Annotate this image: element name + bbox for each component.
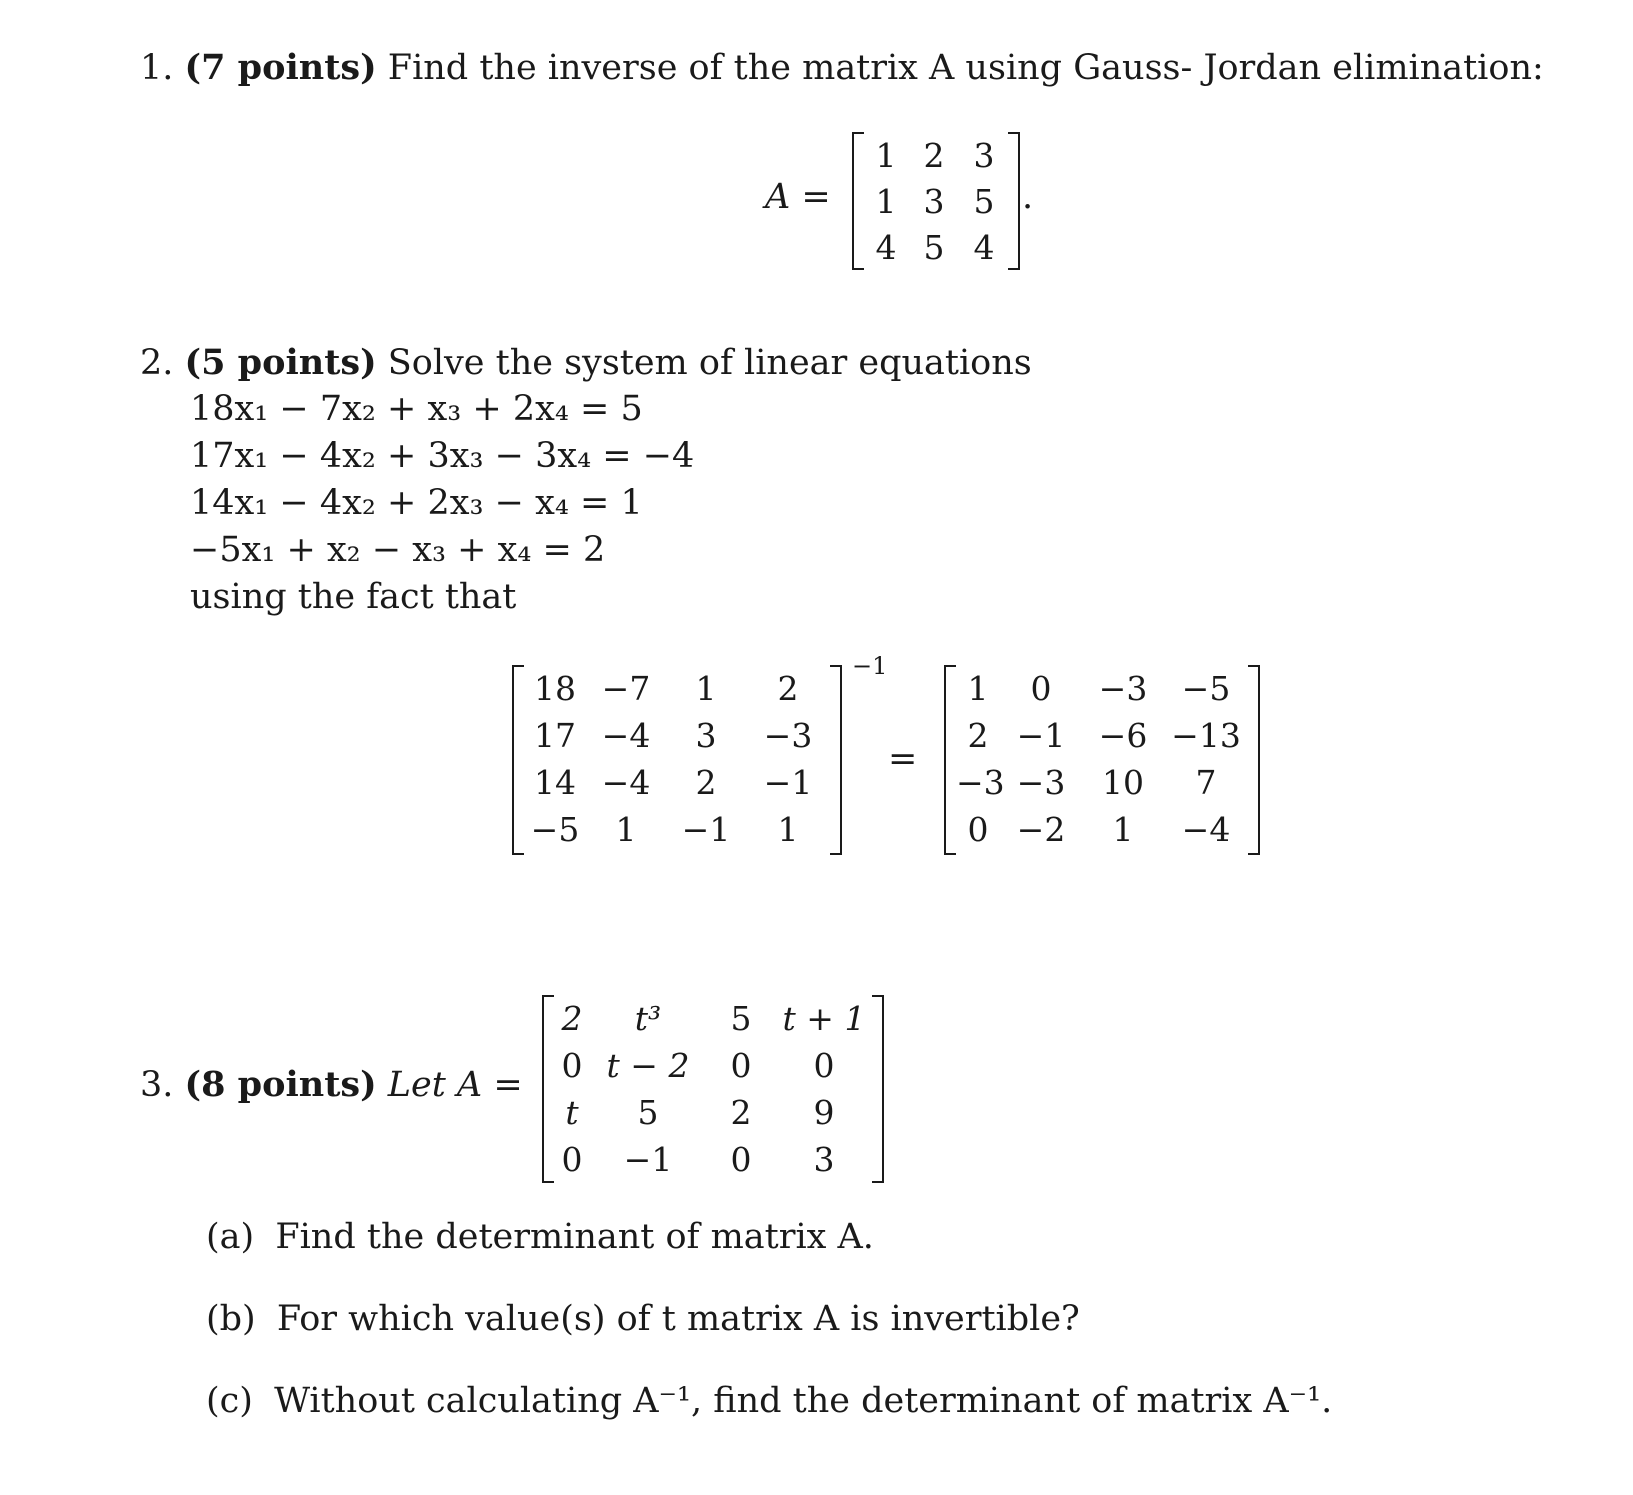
q1-matrix-label: A = — [765, 177, 831, 217]
matrix-cell: 18 — [534, 669, 576, 708]
matrix-cell: 5 — [637, 1093, 659, 1132]
q1-period: . — [1022, 177, 1034, 217]
matrix-cell: −3 — [763, 716, 813, 755]
matrix-cell: −3 — [956, 763, 1005, 802]
right-bracket — [1248, 665, 1260, 855]
left-bracket — [944, 665, 956, 855]
matrix-cell: 4 — [875, 227, 897, 267]
matrix-cell: 2 — [561, 999, 583, 1038]
q3-heading — [140, 1064, 523, 1105]
q2-equation-2: 17x₁ − 4x₂ + 3x₃ − 3x₄ = −4 — [190, 436, 695, 476]
matrix-cell: −1 — [1016, 716, 1066, 755]
matrix-cell: 4 — [973, 227, 995, 267]
matrix-cell: 17 — [534, 716, 576, 755]
q3-matrix-grid — [554, 995, 872, 1183]
matrix-cell: 0 — [730, 1046, 752, 1085]
part-label: (a) — [206, 1217, 255, 1257]
q1-matrix-grid — [864, 132, 1008, 270]
matrix-cell: 10 — [1102, 763, 1144, 802]
matrix-cell: 14 — [534, 763, 576, 802]
right-bracket — [830, 665, 842, 855]
q1-matrix — [852, 132, 1020, 270]
matrix-cell: 1 — [777, 810, 799, 849]
inverse-exponent: −1 — [852, 652, 888, 680]
matrix-cell: t — [565, 1093, 579, 1132]
matrix-cell: −1 — [763, 763, 813, 802]
matrix-cell: −4 — [601, 763, 651, 802]
matrix-cell: 5 — [923, 227, 945, 267]
q2-number: 2. — [140, 343, 174, 383]
matrix-cell: 0 — [730, 1140, 752, 1179]
q3-points: (8 points) — [184, 1064, 377, 1105]
matrix-cell: 2 — [923, 135, 945, 175]
matrix-cell: 0 — [813, 1046, 835, 1085]
q2-equation-4: −5x₁ + x₂ − x₃ + x₄ = 2 — [190, 530, 606, 570]
matrix-cell: −2 — [1016, 810, 1066, 849]
part-text: Without calculating A⁻¹, find the determinant of matrix A⁻¹. — [274, 1381, 1333, 1421]
q2-right-matrix — [944, 665, 1260, 855]
matrix-cell: t + 1 — [782, 999, 866, 1038]
q3-part-c — [206, 1381, 1333, 1421]
right-bracket — [1008, 132, 1020, 270]
matrix-cell: 1 — [875, 135, 897, 175]
matrix-cell: −7 — [601, 669, 651, 708]
matrix-cell: −5 — [530, 810, 580, 849]
q2-using-text: using the fact that — [190, 577, 517, 617]
left-bracket — [542, 995, 554, 1183]
matrix-cell: 1 — [875, 181, 897, 221]
matrix-cell: −4 — [1181, 810, 1231, 849]
matrix-cell: t³ — [634, 999, 662, 1038]
left-bracket — [852, 132, 864, 270]
q3-text: Let A = — [387, 1065, 523, 1105]
part-label: (b) — [206, 1299, 256, 1339]
matrix-cell: 0 — [561, 1140, 583, 1179]
q3-part-b — [206, 1299, 1080, 1339]
q3-part-a — [206, 1217, 874, 1257]
q2-right-matrix-grid — [956, 665, 1248, 855]
matrix-cell: 7 — [1195, 763, 1217, 802]
matrix-cell: 0 — [561, 1046, 583, 1085]
matrix-cell: 2 — [777, 669, 799, 708]
matrix-cell: −3 — [1098, 669, 1148, 708]
matrix-cell: −1 — [623, 1140, 673, 1179]
q2-left-matrix — [512, 665, 842, 855]
matrix-cell: 5 — [730, 999, 752, 1038]
matrix-cell: 1 — [615, 810, 637, 849]
left-bracket — [512, 665, 524, 855]
q2-left-matrix-grid — [524, 665, 830, 855]
matrix-cell: 1 — [695, 669, 717, 708]
part-text: Find the determinant of matrix A. — [275, 1217, 874, 1257]
right-bracket — [872, 995, 884, 1183]
q3-number: 3. — [140, 1065, 174, 1105]
matrix-cell: 1 — [1112, 810, 1134, 849]
part-text: For which value(s) of t matrix A is invertible? — [276, 1299, 1080, 1339]
matrix-cell: 5 — [973, 181, 995, 221]
matrix-cell: 3 — [923, 181, 945, 221]
matrix-cell: 2 — [967, 716, 989, 755]
matrix-cell: −6 — [1098, 716, 1148, 755]
q1-text: Find the inverse of the matrix A using Gauss- Jordan elimination: — [387, 48, 1544, 88]
matrix-cell: t − 2 — [606, 1046, 690, 1085]
q1-number: 1. — [140, 48, 174, 88]
q2-points: (5 points) — [184, 342, 377, 383]
q2-equation-3: 14x₁ − 4x₂ + 2x₃ − x₄ = 1 — [190, 483, 643, 523]
matrix-cell: 3 — [813, 1140, 835, 1179]
q2-heading — [140, 342, 1032, 383]
matrix-cell: −4 — [601, 716, 651, 755]
matrix-cell: −1 — [681, 810, 731, 849]
q1-heading — [140, 47, 1544, 88]
matrix-cell: −13 — [1171, 716, 1241, 755]
matrix-cell: 0 — [1030, 669, 1052, 708]
matrix-cell: 2 — [730, 1093, 752, 1132]
matrix-cell: 0 — [967, 810, 989, 849]
matrix-cell: 9 — [813, 1093, 835, 1132]
matrix-cell: 3 — [695, 716, 717, 755]
q2-equation-1: 18x₁ − 7x₂ + x₃ + 2x₄ = 5 — [190, 389, 643, 429]
q2-text: Solve the system of linear equations — [387, 343, 1032, 383]
q1-points: (7 points) — [184, 47, 377, 88]
matrix-cell: 2 — [695, 763, 717, 802]
part-label: (c) — [206, 1381, 253, 1421]
matrix-cell: −5 — [1181, 669, 1231, 708]
q3-matrix — [542, 995, 884, 1183]
equals-sign: = — [888, 739, 918, 779]
matrix-cell: 1 — [967, 669, 989, 708]
matrix-cell: 3 — [973, 135, 995, 175]
matrix-cell: −3 — [1016, 763, 1066, 802]
